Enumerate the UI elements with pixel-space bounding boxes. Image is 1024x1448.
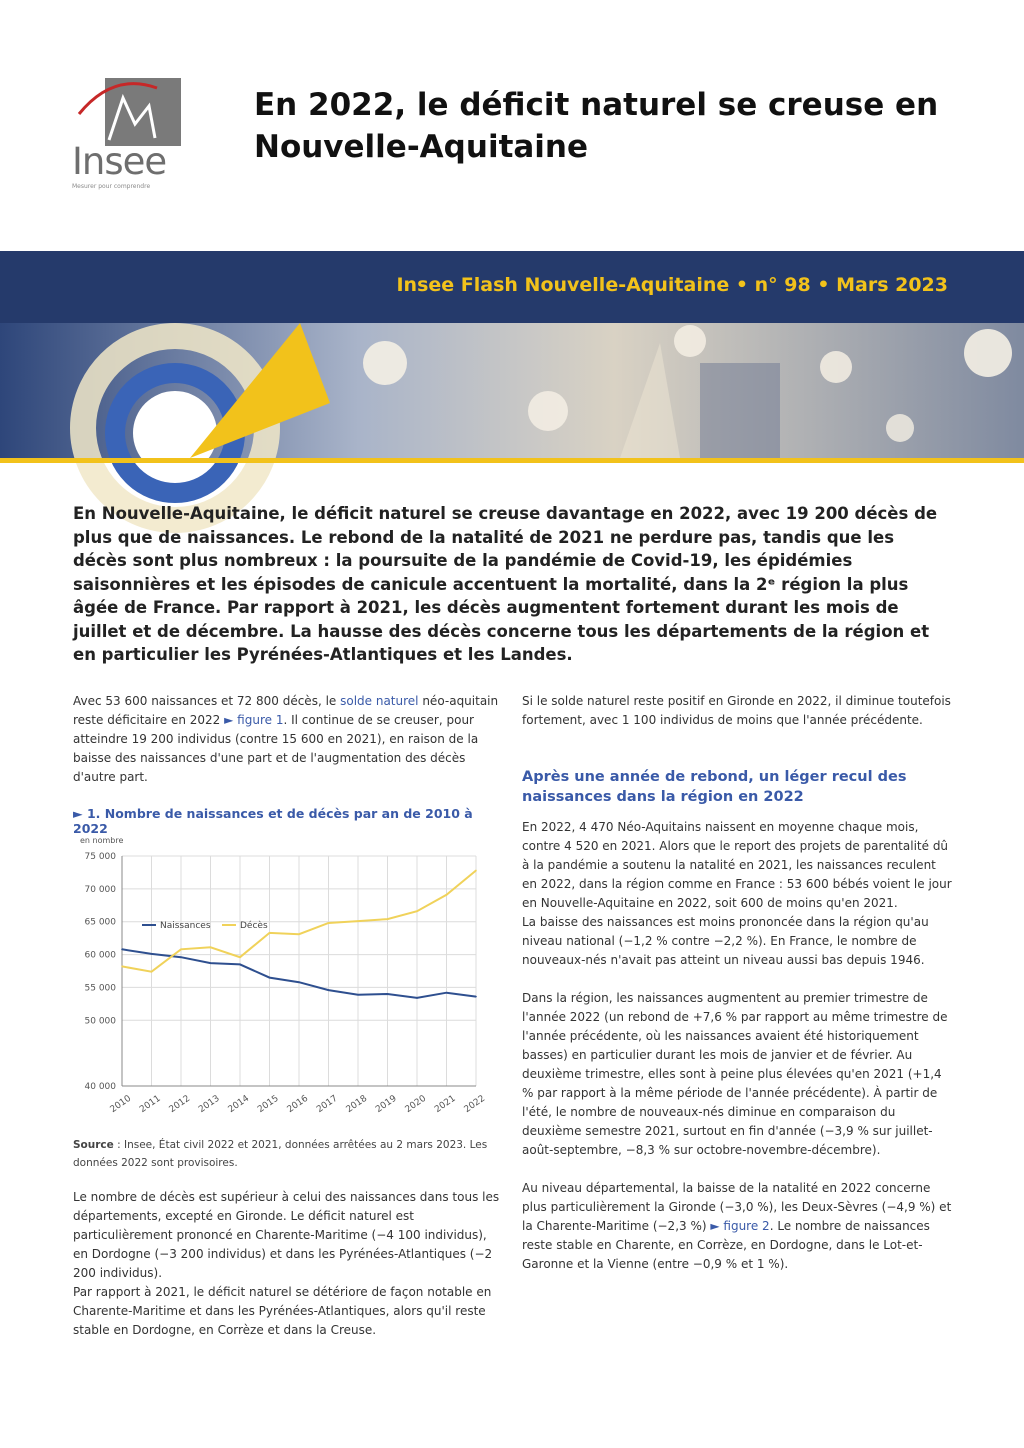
figure-2-link[interactable]: ► figure 2 [710, 1219, 770, 1233]
data-point [446, 992, 448, 994]
x-tick-label: 2020 [403, 1093, 429, 1116]
data-point [269, 977, 271, 979]
data-point [210, 962, 212, 964]
text-span: . Il continue de se creuser, pour atteindre 19 200 individus (contre 15 600 en 2021), en raison de la baisse des naissances d'une part et de l'augmentation des décès d'autre part. [73, 713, 479, 784]
lead-paragraph: En Nouvelle-Aquitaine, le déficit naturel se creuse davantage en 2022, avec 19 200 décès de plus que de naissances. Le rebond de la natalité de 2021 ne perdure pas, tandis que les décès sont plus nombreux : la poursuite de la pandémie de Covid-19, les épidémies saisonnières et les épisodes de canicule accentuent la mortalité, dans la 2ᵉ région la plus âgée de France. Par rapport à 2021, les décès augmentent fortement durant les mois de juillet et de décembre. La hausse des décès concerne tous les départements de la région et en particulier les Pyrénées-Atlantiques et les Landes. [73, 504, 938, 664]
banner-graphic-icon [0, 323, 1024, 458]
logo-mark-icon [105, 78, 181, 146]
banner-stripe [0, 458, 1024, 463]
x-tick-label: 2022 [462, 1093, 488, 1116]
right-column-intro [522, 692, 954, 730]
data-point [328, 922, 330, 924]
x-tick-label: 2015 [256, 1093, 281, 1116]
x-tick-label: 2011 [138, 1093, 163, 1116]
data-point [298, 933, 300, 935]
x-tick-label: 2019 [374, 1093, 399, 1116]
publication-reference: Insee Flash Nouvelle-Aquitaine • n° 98 • Mars 2023 [396, 274, 948, 296]
data-point [151, 971, 153, 973]
data-point [387, 918, 389, 920]
data-point [239, 964, 241, 966]
data-point [475, 996, 477, 998]
data-point [151, 953, 153, 955]
page-title: En 2022, le déficit naturel se creuse en Nouvelle-Aquitaine [254, 87, 939, 165]
data-point [269, 932, 271, 934]
data-point [416, 997, 418, 999]
legend-label: Naissances [160, 921, 211, 931]
y-tick-label: 60 000 [84, 950, 116, 961]
text-span: Au niveau départemental, la baisse de la natalité en 2022 concerne plus particulièrement la Gironde (−3,0 %), les Deux-Sèvres (−4,9 %) et la Charente-Maritime (−2,3 %) [522, 1181, 952, 1233]
y-tick-label: 70 000 [84, 884, 116, 895]
y-tick-label: 75 000 [84, 852, 116, 862]
data-point [180, 956, 182, 958]
left-column-intro [73, 692, 503, 787]
source-label: Source [73, 1139, 114, 1151]
comparison-paragraph: Par rapport à 2021, le déficit naturel se détériore de façon notable en Charente-Maritime et dans les Pyrénées-Atlantiques, alors qu'il reste stable en Dordogne, en Corrèze et dans la Creuse. [73, 1285, 492, 1337]
intro-paragraph [73, 692, 503, 787]
insee-logo [72, 74, 184, 194]
solde-naturel-link[interactable]: solde naturel [340, 694, 419, 708]
data-point [475, 870, 477, 872]
x-axis-ticks [109, 1094, 487, 1115]
chart-grid [122, 856, 476, 1086]
x-tick-label: 2016 [285, 1093, 311, 1116]
data-point [298, 981, 300, 983]
data-point [210, 947, 212, 949]
data-point [328, 989, 330, 991]
data-point [357, 920, 359, 922]
chart-legend [142, 920, 268, 931]
data-point [121, 949, 123, 951]
births-paragraph: En 2022, 4 470 Néo-Aquitains naissent en moyenne chaque mois, contre 4 520 en 2021. Alors que le report des projets de parentalité dû à la pandémie a soutenu la natalité en 2021, les naissances reculent en 2022, dans la région comme en France : 53 600 bébés voient le jour en Nouvelle-Aquitaine en 2022, soit 600 de moins qu'en 2021. [522, 820, 952, 910]
data-point [446, 894, 448, 896]
legend-label: Décès [240, 921, 268, 931]
x-tick-label: 2014 [226, 1093, 252, 1116]
data-point [357, 994, 359, 996]
y-tick-label: 55 000 [84, 983, 116, 994]
departments-paragraph: Le nombre de décès est supérieur à celui des naissances dans tous les départements, excepté en Gironde. Le déficit naturel est particulièrement prononcé en Charente-Maritime (−4 100 individus), en Dordogne (−3 200 individus) et dans les Pyrénées-Atlantiques (−2 200 individus). [73, 1190, 500, 1280]
y-axis-label: en nombre [80, 836, 124, 845]
logo-tagline: Mesurer pour comprendre [72, 183, 151, 190]
text-span: néo-aquitain reste déficitaire en 2022 [73, 694, 499, 727]
x-tick-label: 2013 [197, 1093, 222, 1116]
figure-1-link[interactable]: ► figure 1 [224, 713, 284, 727]
data-point [121, 966, 123, 968]
logo-word: Insee [72, 140, 167, 183]
births-deaths-chart [72, 832, 488, 1122]
section-heading: Après une année de rebond, un léger recul des naissances dans la région en 2022 [522, 769, 907, 805]
gironde-paragraph: Si le solde naturel reste positif en Gironde en 2022, il diminue toutefois fortement, avec 1 100 individus de moins que l'année précédente. [522, 694, 951, 727]
x-tick-label: 2010 [108, 1093, 134, 1116]
data-point [387, 993, 389, 995]
decorative-banner [0, 323, 1024, 458]
logo-mark [105, 78, 181, 146]
quarterly-paragraph: Dans la région, les naissances augmentent au premier trimestre de l'année 2022 (un rebond de +7,6 % par rapport au même trimestre de l'année précédente, où les naissances avaient été historiquement basses) en particulier durant les mois de janvier et de février. Au deuxième trimestre, elles sont à peine plus élevées qu'en 2021 (+1,4 % par rapport à la même période de l'année précédente). À partir de l'été, le nombre de nouveaux-nés diminue en comparaison du deuxième semestre 2021, surtout en fin d'année (−3,9 % sur juillet-août-septembre, −8,3 % sur octobre-novembre-décembre). [522, 991, 948, 1157]
x-tick-label: 2012 [167, 1093, 193, 1116]
right-column-body [522, 818, 954, 1274]
x-tick-label: 2021 [433, 1093, 458, 1116]
data-point [416, 910, 418, 912]
figure-source [73, 1136, 503, 1172]
y-tick-label: 65 000 [84, 917, 116, 928]
department-births-paragraph [522, 1179, 954, 1274]
text-span: Avec 53 600 naissances et 72 800 décès, le [73, 694, 341, 708]
data-point [239, 956, 241, 958]
y-axis-ticks [85, 852, 117, 1092]
text-span: . Le nombre de naissances reste stable en Charente, en Corrèze, en Dordogne, dans le Lot-et-Garonne et la Vienne (entre −0,9 % et 1 %). [522, 1219, 930, 1271]
figure-title: ► 1. Nombre de naissances et de décès par an de 2010 à 2022 [73, 806, 473, 836]
y-tick-label: 40 000 [84, 1082, 116, 1092]
source-text: : Insee, État civil 2022 et 2021, données arrêtées au 2 mars 2023. Les données 2022 sont provisoires. [73, 1139, 488, 1169]
data-point [180, 949, 182, 951]
national-comparison-paragraph: La baisse des naissances est moins prononcée dans la région qu'au niveau national (−1,2 % contre −2,2 %). En France, le nombre de nouveaux-nés n'avait pas atteint un niveau aussi bas depuis 1946. [522, 915, 929, 967]
left-column-bottom [73, 1188, 503, 1340]
x-tick-label: 2017 [315, 1093, 340, 1116]
y-tick-label: 50 000 [84, 1016, 116, 1027]
x-tick-label: 2018 [344, 1093, 370, 1116]
